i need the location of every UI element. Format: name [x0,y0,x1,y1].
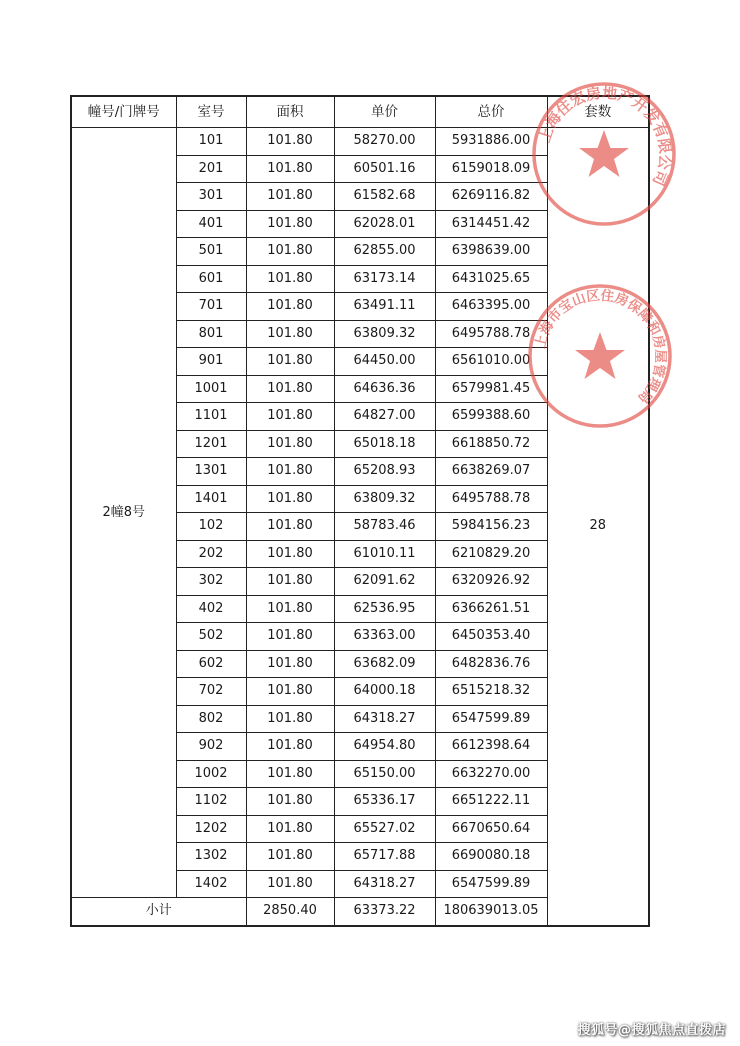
cell-area: 101.80 [246,403,334,431]
cell-total-price: 6618850.72 [435,430,547,458]
cell-unit-price: 64954.80 [334,733,435,761]
cell-room: 1202 [176,815,246,843]
cell-total-price: 6495788.78 [435,320,547,348]
cell-total-price: 6495788.78 [435,485,547,513]
cell-unit-price: 63491.11 [334,293,435,321]
cell-total-price: 6398639.00 [435,238,547,266]
cell-unit-price: 63809.32 [334,485,435,513]
cell-total-price: 6269116.82 [435,183,547,211]
cell-area: 101.80 [246,183,334,211]
header-area: 面积 [246,96,334,128]
cell-area: 101.80 [246,320,334,348]
cell-total-price: 5931886.00 [435,128,547,156]
cell-total-price: 6320926.92 [435,568,547,596]
cell-unit-price: 58270.00 [334,128,435,156]
header-count: 套数 [547,96,649,128]
cell-unit-price: 61010.11 [334,540,435,568]
cell-total-price: 6561010.00 [435,348,547,376]
cell-unit-price: 58783.46 [334,513,435,541]
cell-room: 901 [176,348,246,376]
cell-unit-price: 62536.95 [334,595,435,623]
cell-total-price: 6314451.42 [435,210,547,238]
company-seal-text: 上海住宏房地产开发有限公司 [535,83,675,189]
cell-total-price: 6463395.00 [435,293,547,321]
cell-room: 102 [176,513,246,541]
cell-total-price: 5984156.23 [435,513,547,541]
cell-room: 1301 [176,458,246,486]
cell-area: 101.80 [246,458,334,486]
cell-room: 401 [176,210,246,238]
cell-area: 101.80 [246,595,334,623]
header-total-price: 总价 [435,96,547,128]
cell-total-price: 6159018.09 [435,155,547,183]
cell-total-price: 6632270.00 [435,760,547,788]
cell-room: 1201 [176,430,246,458]
cell-area: 101.80 [246,540,334,568]
subtotal-total-price: 180639013.05 [435,898,547,926]
cell-area: 101.80 [246,788,334,816]
cell-unit-price: 62091.62 [334,568,435,596]
cell-unit-price: 64000.18 [334,678,435,706]
cell-room: 1101 [176,403,246,431]
cell-room: 902 [176,733,246,761]
cell-room: 301 [176,183,246,211]
cell-total-price: 6638269.07 [435,458,547,486]
cell-area: 101.80 [246,705,334,733]
cell-area: 101.80 [246,293,334,321]
cell-room: 501 [176,238,246,266]
cell-unit-price: 63809.32 [334,320,435,348]
cell-area: 101.80 [246,760,334,788]
cell-unit-price: 64636.36 [334,375,435,403]
cell-room: 701 [176,293,246,321]
cell-area: 101.80 [246,128,334,156]
cell-room: 502 [176,623,246,651]
source-watermark: 搜狐号@搜狐焦点直拨店 [577,1023,726,1038]
cell-room: 801 [176,320,246,348]
cell-room: 702 [176,678,246,706]
table-row [71,128,649,156]
cell-area: 101.80 [246,375,334,403]
table-header-row [71,96,649,128]
cell-area: 101.80 [246,210,334,238]
cell-unit-price: 65336.17 [334,788,435,816]
cell-total-price: 6366261.51 [435,595,547,623]
cell-area: 101.80 [246,265,334,293]
cell-unit-price: 64827.00 [334,403,435,431]
cell-room: 402 [176,595,246,623]
cell-room: 302 [176,568,246,596]
cell-room: 101 [176,128,246,156]
price-table [70,95,650,927]
cell-unit-price: 63173.14 [334,265,435,293]
cell-room: 1401 [176,485,246,513]
header-unit-price: 单价 [334,96,435,128]
cell-unit-price: 65018.18 [334,430,435,458]
cell-room: 1102 [176,788,246,816]
cell-total-price: 6450353.40 [435,623,547,651]
cell-area: 101.80 [246,155,334,183]
header-building: 幢号/门牌号 [71,96,176,128]
table-body [71,128,649,926]
cell-area: 101.80 [246,568,334,596]
cell-total-price: 6547599.89 [435,870,547,898]
cell-total-price: 6579981.45 [435,375,547,403]
count-cell: 28 [547,128,649,926]
cell-area: 101.80 [246,870,334,898]
cell-room: 1402 [176,870,246,898]
cell-total-price: 6651222.11 [435,788,547,816]
cell-unit-price: 65208.93 [334,458,435,486]
cell-unit-price: 63682.09 [334,650,435,678]
cell-total-price: 6482836.76 [435,650,547,678]
cell-unit-price: 64318.27 [334,870,435,898]
subtotal-area: 2850.40 [246,898,334,926]
cell-room: 1302 [176,843,246,871]
cell-room: 802 [176,705,246,733]
cell-unit-price: 64318.27 [334,705,435,733]
bureau-seal-text: 上海市宝山区住房保障和房屋管理局 [532,287,669,407]
cell-room: 1001 [176,375,246,403]
cell-unit-price: 60501.16 [334,155,435,183]
cell-total-price: 6515218.32 [435,678,547,706]
cell-area: 101.80 [246,843,334,871]
subtotal-unit-price: 63373.22 [334,898,435,926]
cell-area: 101.80 [246,238,334,266]
header-room: 室号 [176,96,246,128]
subtotal-label: 小计 [71,898,246,926]
cell-total-price: 6599388.60 [435,403,547,431]
cell-unit-price: 63363.00 [334,623,435,651]
cell-area: 101.80 [246,815,334,843]
cell-area: 101.80 [246,650,334,678]
cell-total-price: 6547599.89 [435,705,547,733]
cell-area: 101.80 [246,678,334,706]
cell-total-price: 6670650.64 [435,815,547,843]
cell-unit-price: 64450.00 [334,348,435,376]
cell-total-price: 6431025.65 [435,265,547,293]
cell-unit-price: 62028.01 [334,210,435,238]
cell-area: 101.80 [246,348,334,376]
cell-unit-price: 65527.02 [334,815,435,843]
cell-room: 601 [176,265,246,293]
cell-room: 1002 [176,760,246,788]
cell-room: 602 [176,650,246,678]
cell-area: 101.80 [246,485,334,513]
cell-total-price: 6690080.18 [435,843,547,871]
cell-unit-price: 65717.88 [334,843,435,871]
cell-room: 202 [176,540,246,568]
cell-area: 101.80 [246,430,334,458]
cell-unit-price: 62855.00 [334,238,435,266]
building-cell: 2幢8号 [71,128,176,898]
cell-room: 201 [176,155,246,183]
cell-unit-price: 65150.00 [334,760,435,788]
cell-area: 101.80 [246,623,334,651]
cell-area: 101.80 [246,733,334,761]
cell-unit-price: 61582.68 [334,183,435,211]
cell-area: 101.80 [246,513,334,541]
cell-total-price: 6210829.20 [435,540,547,568]
cell-total-price: 6612398.64 [435,733,547,761]
